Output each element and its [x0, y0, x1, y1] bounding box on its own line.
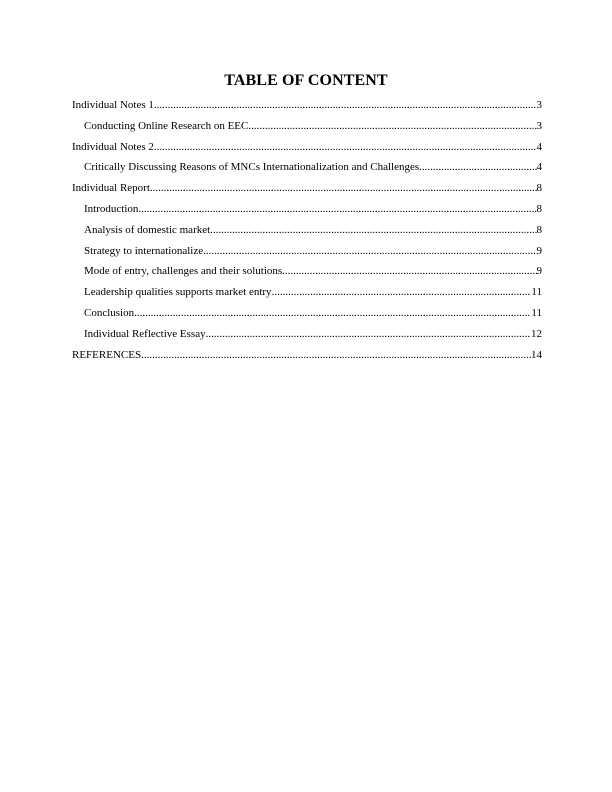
dot-leader — [138, 202, 536, 216]
toc-entry-label: Analysis of domestic market — [84, 223, 211, 236]
toc-entry-mode-of-entry[interactable] — [72, 264, 542, 285]
dot-leader — [154, 140, 537, 154]
dot-leader — [141, 348, 531, 362]
toc-entry-individual-notes-1[interactable] — [72, 98, 542, 119]
toc-entry-label: Critically Discussing Reasons of MNCs Internationalization and Challenges — [84, 161, 420, 174]
toc-entry-conclusion[interactable] — [72, 306, 542, 327]
toc-entry-page-number: 4 — [536, 161, 542, 174]
toc-entry-page-number: 8 — [536, 223, 542, 236]
toc-entry-strategy-internationalize[interactable] — [72, 244, 542, 265]
dot-leader — [154, 98, 537, 112]
toc-title: TABLE OF CONTENT — [224, 72, 388, 89]
toc-entry-reflective-essay[interactable] — [72, 327, 542, 348]
toc-entry-page-number: 11 — [531, 286, 542, 299]
dot-leader — [419, 160, 536, 174]
dot-leader — [282, 264, 536, 278]
dot-leader — [134, 306, 531, 320]
toc-entry-label: Leadership qualities supports market entry — [84, 286, 272, 299]
toc-entry-introduction[interactable] — [72, 202, 542, 223]
toc-entry-page-number: 12 — [531, 327, 542, 340]
dot-leader — [150, 181, 537, 195]
toc-entry-page-number: 3 — [536, 119, 542, 132]
toc-entry-label: Individual Reflective Essay — [84, 327, 206, 340]
toc-entry-label: Mode of entry, challenges and their solutions — [84, 265, 283, 278]
toc-entry-individual-report[interactable] — [72, 181, 542, 202]
dot-leader — [272, 285, 532, 299]
toc-entry-label: Individual Notes 2 — [72, 140, 154, 153]
dot-leader — [206, 327, 531, 341]
toc-entry-page-number: 3 — [536, 99, 542, 111]
dot-leader — [203, 244, 536, 258]
toc-entry-conducting-online-research[interactable] — [72, 119, 542, 140]
toc-entry-page-number: 9 — [536, 265, 542, 278]
toc-entry-label: Individual Report — [72, 182, 150, 195]
dot-leader — [248, 119, 536, 133]
toc-entry-label: Conclusion — [84, 306, 135, 319]
toc-entry-page-number: 8 — [536, 202, 542, 215]
toc-entry-label: Introduction — [84, 202, 139, 215]
dot-leader — [210, 223, 536, 237]
toc-entry-label: Strategy to internationalize — [84, 244, 204, 257]
toc-entry-references[interactable] — [72, 348, 542, 369]
toc-entry-critically-discussing[interactable] — [72, 160, 542, 181]
toc-entry-leadership-qualities[interactable] — [72, 285, 542, 306]
toc-entry-analysis-domestic-market[interactable] — [72, 223, 542, 244]
toc-entry-page-number: 9 — [536, 244, 542, 257]
toc-entry-page-number: 8 — [536, 182, 542, 195]
toc-entry-label: REFERENCES — [72, 348, 142, 361]
toc-entry-page-number: 14 — [531, 348, 542, 361]
toc-entry-page-number: 11 — [531, 306, 542, 319]
toc-entry-label: Individual Notes 1 — [72, 99, 154, 111]
toc-entry-page-number: 4 — [536, 140, 542, 153]
toc-entry-individual-notes-2[interactable] — [72, 140, 542, 161]
toc-entry-label: Conducting Online Research on EEC — [84, 119, 249, 132]
table-of-contents — [72, 98, 542, 368]
